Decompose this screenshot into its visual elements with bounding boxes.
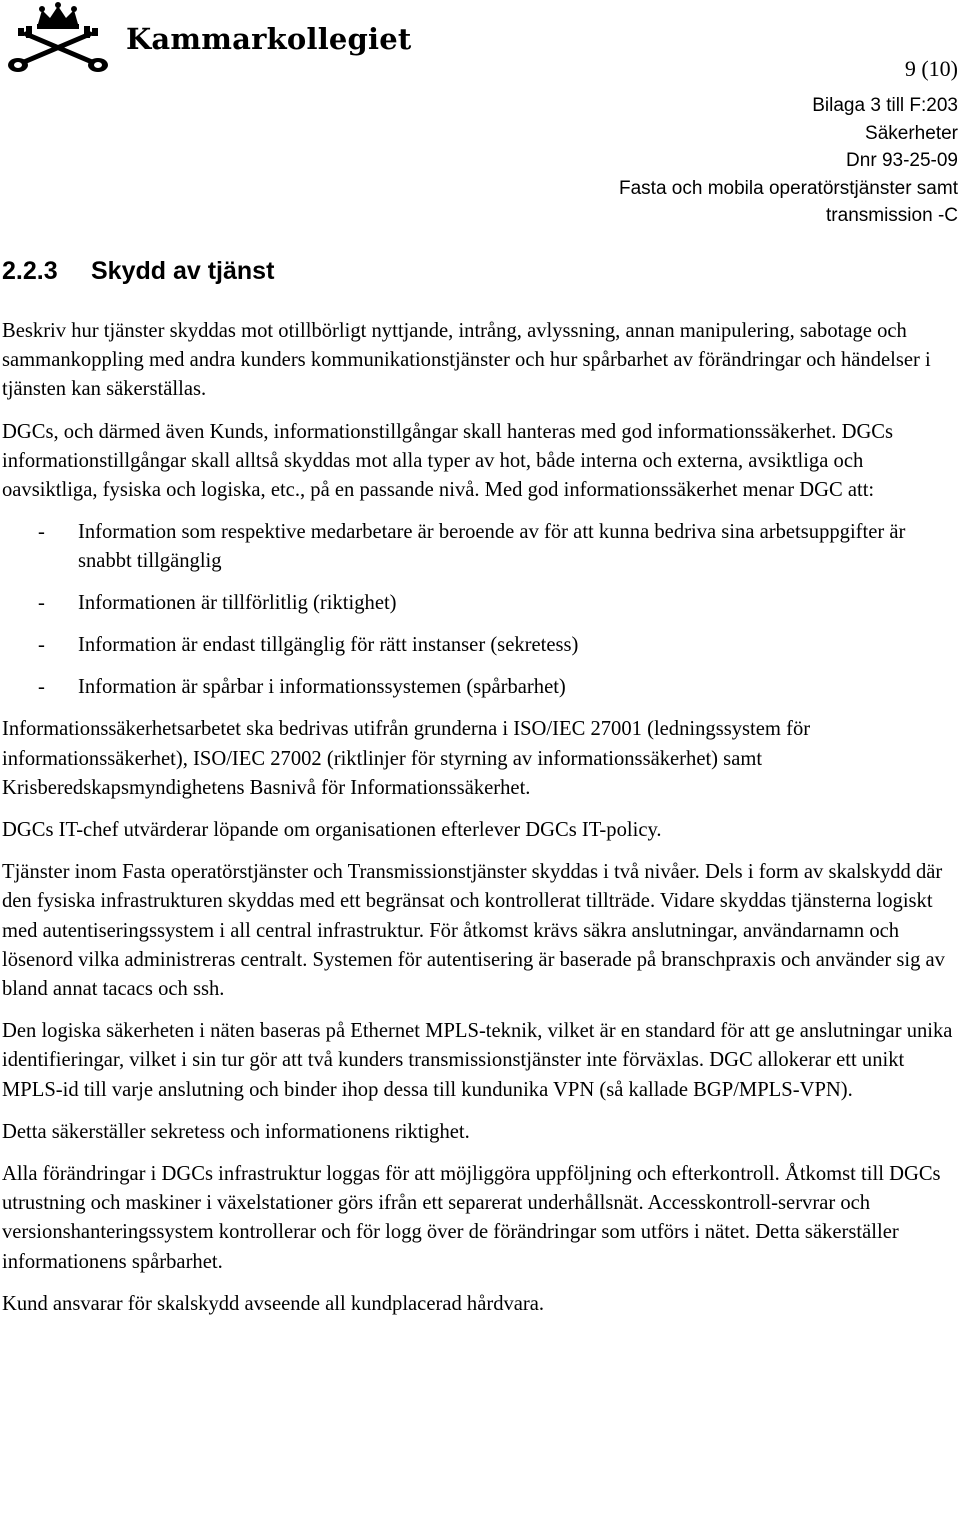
paragraph-it-policy: DGCs IT-chef utvärderar löpande om organisationen efterlever DGCs IT-policy.: [2, 818, 662, 841]
document-body: [2, 317, 958, 1332]
section-number: 2.2.3: [2, 257, 58, 285]
meta-subject-line-2: transmission -C: [826, 205, 958, 226]
paragraph-iso-standards: Informationssäkerhetsarbetet ska bedrivas utifrån grunderna i ISO/IEC 27001 (ledningssystem för informationssäkerhet), ISO/IEC 27002 (riktlinjer för styrning av informationssäkerhet) samt Krisberedskapsmyndighetens Basnivå för Informationssäkerhet.: [2, 718, 811, 799]
kammarkollegiet-logo: [4, 2, 412, 74]
crown-keys-emblem-icon: [4, 2, 122, 74]
list-item: - Information är endast tillgänglig för rätt instanser (sekretess): [38, 634, 579, 657]
list-item: - Information är spårbar i informationssystemen (spårbarhet): [38, 676, 566, 699]
meta-reference-number: Dnr 93-25-09: [846, 150, 958, 171]
document-metadata: [619, 92, 958, 230]
security-criteria-list: [2, 518, 958, 702]
list-item: - Informationen är tillförlitlig (riktighet): [38, 592, 397, 615]
paragraph-confidentiality: Detta säkerställer sekretess och informationens riktighet.: [2, 1120, 470, 1143]
paragraph-information-assets: DGCs, och därmed även Kunds, informationstillgångar skall hanteras med god informationssäkerhet. DGCs informationstillgångar skall alltså skyddas mot alla typer av hot, både interna och externa, avsiktliga och oavsiktliga, fysiska och logiska, etc., på en passande nivå. Med god informationssäkerhet menar DGC att:: [2, 420, 894, 502]
paragraph-change-logging: Alla förändringar i DGCs infrastruktur loggas för att möjliggöra uppföljning och efterkontroll. Åtkomst till DGCs utrustning och maskiner i växelstationer görs ifrån ett separerat underhållsnät. Accesskontroll-servrar och versionshanteringssystem kontrollerar och för logg över de förändringar som utförs i nätet. Detta säkerställer informationens spårbarhet.: [2, 1162, 941, 1273]
meta-subject-line-1: Fasta och mobila operatörstjänster samt: [619, 177, 958, 199]
section-heading: [2, 257, 274, 286]
paragraph-customer-responsibility: Kund ansvarar för skalskydd avseende all kundplacerad hårdvara.: [2, 1292, 545, 1315]
meta-attachment: Bilaga 3 till F:203: [812, 95, 958, 116]
section-title: Skydd av tjänst: [91, 257, 275, 285]
meta-category: Säkerheter: [865, 122, 958, 144]
paragraph-question: Beskriv hur tjänster skyddas mot otillbörligt nyttjande, intrång, avlyssning, annan manipulering, sabotage och sammankoppling med andra kunders kommunikationstjänster och hur spårbarhet av förändringar och händelser i tjänsten kan säkerställas.: [2, 320, 931, 401]
list-item: - Information som respektive medarbetare är beroende av för att kunna bedriva sina arbetsuppgifter är snabbt tillgänglig: [38, 521, 906, 573]
page-number: 9 (10): [904, 56, 958, 81]
paragraph-mpls-security: Den logiska säkerheten i näten baseras på Ethernet MPLS-teknik, vilket är en standard för att ge anslutningar unika identifieringar, vilket i sin tur gör att två kunders transmissionstjänster inte förväxlas. DGC allokerar ett unikt MPLS-id till varje anslutning och binder ihop dessa till kundunika VPN (så kallade BGP/MPLS-VPN).: [2, 1020, 953, 1101]
paragraph-protection-levels: Tjänster inom Fasta operatörstjänster och Transmissionstjänster skyddas i två nivåer. Dels i form av skalskydd där den fysiska infrastrukturen skyddas med ett begränsat och kontrollerat tillträde. Vidare skyddas tjänsterna logiskt med autentiseringssystem i all central infrastruktur. För åtkomst krävs säkra anslutningar, användarnamn och lösenord vilka administreras centralt. Systemen för autentisering är baserade på branschpraxis och använder sig av bland annat tacacs och ssh.: [2, 861, 945, 1000]
logo-wordmark: Kammarkollegiet: [126, 22, 412, 56]
